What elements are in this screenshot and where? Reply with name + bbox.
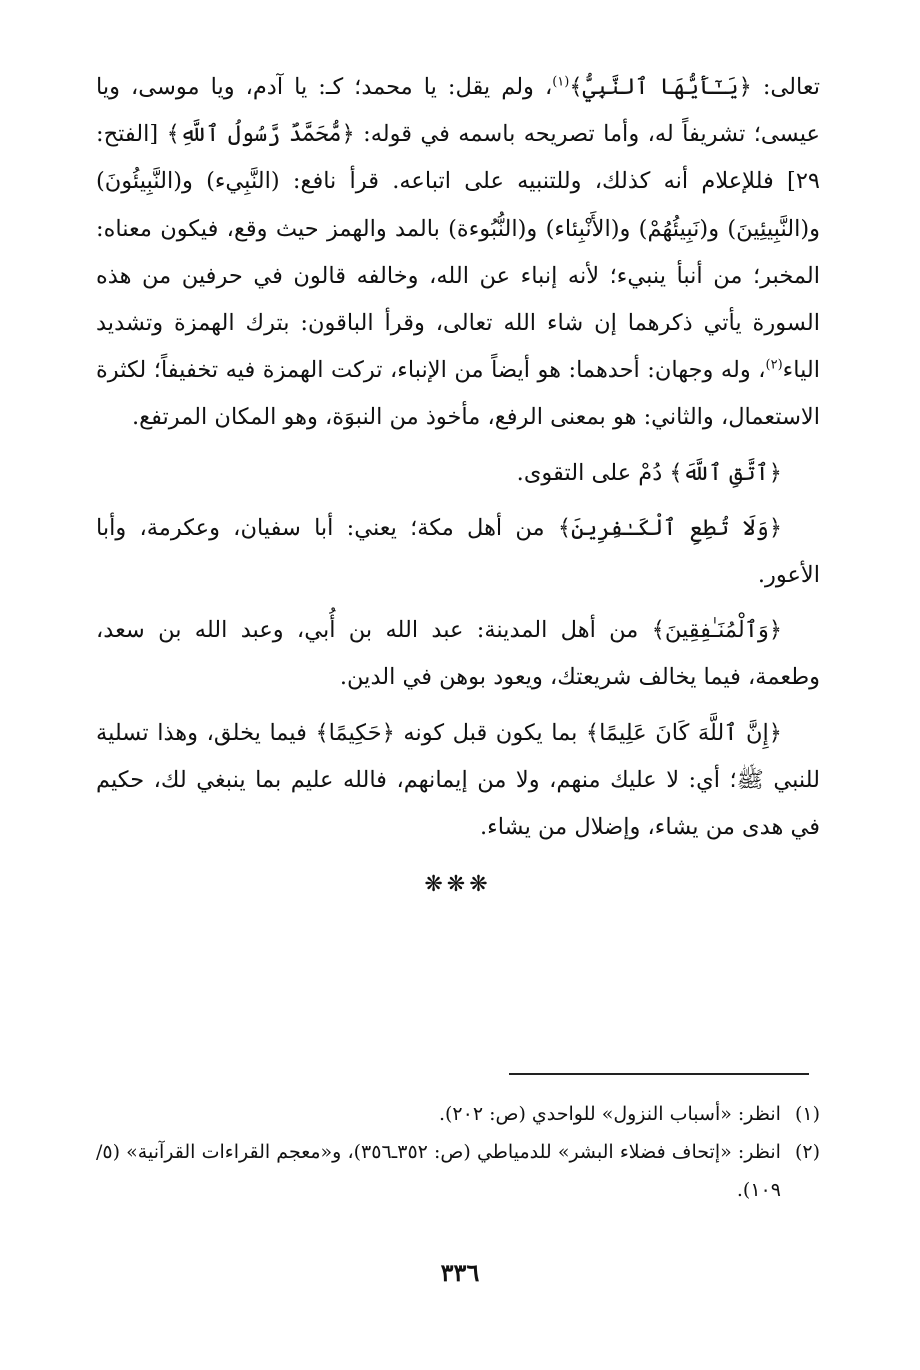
footnote-divider [509,1073,809,1075]
paragraph-commentary-2 [96,450,820,497]
quran-verse: ﴿مُّحَمَّدٌ رَّسُولُ ٱللَّهِ﴾ [166,121,355,148]
text-run: تعالى: [751,74,820,100]
footnote-ref-2: (٢) [765,357,783,373]
text-run: من أهل المدينة: عبد الله بن أُبي، وعبد الله بن سعد، وطعمة، فيما يخالف شريعتك، ويعود بوهن في الدين. [96,617,820,691]
footnote-number: (١) [794,1103,820,1125]
paragraph-commentary-5 [96,710,820,852]
quran-verse: ﴿إِنَّ ٱللَّهَ كَانَ عَلِيمًا﴾ [585,719,782,746]
footnote-text: انظر: «أسباب النزول» للواحدي (ص: ٢٠٢). [438,1103,781,1125]
footnote-1 [96,1095,820,1133]
text-run: بما يكون قبل كونه [394,719,586,746]
footnote-text: انظر: «إتحاف فضلاء البشر» للدمياطي (ص: ٣٥٢ـ٣٥٦)، و«معجم القراءات القرآنية» (٥/ ١٠٩). [96,1141,781,1201]
paragraph-commentary-4 [96,607,820,701]
quran-verse: ﴿ٱتَّقِ ٱللَّهَ﴾ [669,459,782,486]
section-separator: ❋❋❋ [424,872,492,898]
footnotes [96,1095,820,1209]
quran-verse: ﴿حَكِيمًا﴾ [315,719,395,746]
footnote-ref-1: (١) [552,74,570,90]
text-run: دُمْ على التقوى. [516,459,670,486]
text-run: ، وله وجهان: أحدهما: هو أيضاً من الإنباء، تركت الهمزة فيه تخفيفاً؛ لكثرة الاستعمال، والثاني: هو بمعنى الرفع، مأخوذ من النبوَة، وهو المكان المرتفع. [96,357,820,431]
paragraph-commentary-3 [96,505,820,599]
quran-verse: ﴿وَلَا تُطِعِ ٱلْكَـٰفِرِينَ﴾ [557,514,783,541]
footnote-number: (٢) [794,1141,820,1163]
quran-verse: ﴿وَٱلْمُنَـٰفِقِينَ﴾ [651,617,782,644]
text-run: [الفتح: ٢٩] فللإعلام أنه كذلك، وللتنبيه على اتباعه. قرأ نافع: (النَّبِيء) و(النَّبِيئُونَ) و(النَّبِيئِينَ) و(نَبِيئُهُمْ) و(الأَنْبِئاء) و(النُّبُوءة) بالمد والهمز حيث وقع، فيكون معناه: المخبر؛ من أنبأ ينبيء؛ لأنه إنباء عن الله، وخالفه قالون في حرفين من هذه السورة يأتي ذكرهما إن شاء الله تعالى، وقرأ الباقون: بترك الهمزة وتشديد الياء [96,121,820,384]
page-number: ٣٣٦ [440,1258,480,1287]
quran-verse: ﴿يَـٰٓأَيُّهَا ٱلنَّبِيُّ﴾ [569,74,752,100]
text-run: من أهل مكة؛ يعني: أبا سفيان، وعكرمة، وأبا الأعور. [96,514,820,589]
text-run: ، ولم يقل: يا محمد؛ كـ: يا آدم، ويا موسى، ويا عيسى؛ تشريفاً له، وأما تصريحه باسمه في قوله: [96,74,820,148]
paragraph-commentary-1 [96,64,820,442]
text-run: فيما يخلق، وهذا تسلية للنبي ﷺ؛ أي: لا عليك منهم، ولا من إيمانهم، فالله عليم بما ينبغي لك، حكيم في هدى من يشاء، وإضلال من يشاء. [96,719,820,841]
footnote-2 [96,1133,820,1209]
